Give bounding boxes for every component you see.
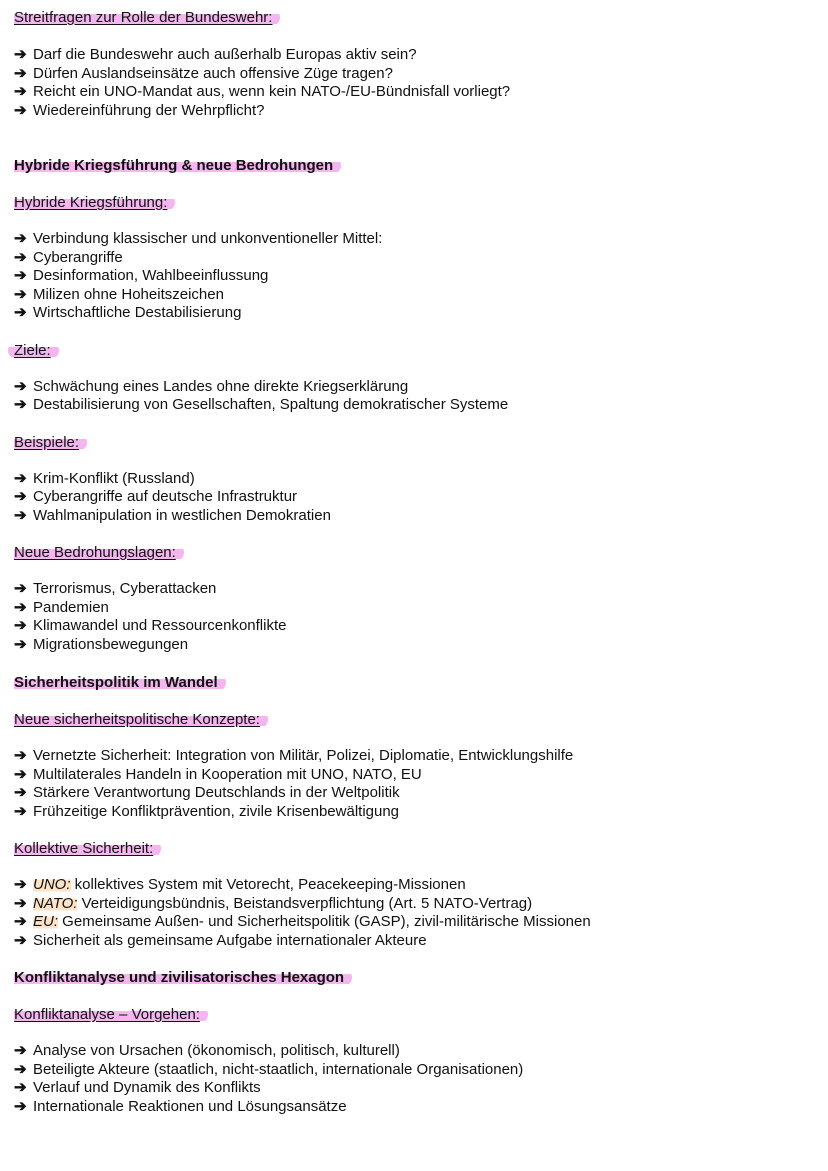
- heading-kollektive-sicherheit: Kollektive Sicherheit:: [14, 839, 814, 859]
- list-beispiele: [14, 470, 814, 526]
- list-hybride: [14, 230, 814, 323]
- list-item: ➔ Desinformation, Wahlbeeinflussung: [14, 267, 269, 284]
- arrow-icon: ➔: [14, 894, 27, 912]
- list-kollektive-sicherheit: [14, 876, 814, 950]
- heading-ziele: Ziele:: [14, 341, 814, 361]
- arrow-icon: ➔: [14, 802, 27, 820]
- list-item: ➔ Migrationsbewegungen: [14, 635, 189, 653]
- arrow-icon: ➔: [14, 580, 27, 597]
- heading-sicherheitspolitik-im-wandel: Sicherheitspolitik im Wandel: [14, 673, 814, 693]
- list-sicherheitspolitik: [14, 747, 814, 821]
- org-label-uno: UNO:: [33, 876, 71, 893]
- arrow-icon: ➔: [14, 64, 27, 82]
- arrow-icon: ➔: [14, 635, 27, 653]
- arrow-icon: ➔: [14, 230, 27, 247]
- list-item: ➔ Pandemien: [14, 598, 109, 616]
- list-item: ➔ Internationale Reaktionen und Lösungsansätze: [14, 1097, 347, 1115]
- list-item: ➔ Cyberangriffe auf deutsche Infrastruktur: [14, 488, 298, 505]
- list-item: ➔ Verlauf und Dynamik des Konflikts: [14, 1079, 261, 1096]
- arrow-icon: ➔: [14, 285, 27, 303]
- list-item: ➔ Schwächung eines Landes ohne direkte Kriegserklärung: [14, 377, 409, 395]
- subheading-sicherheitspolitische-konzepte: Neue sicherheitspolitische Konzepte:: [14, 710, 814, 730]
- list-item: ➔ Wahlmanipulation in westlichen Demokratien: [14, 506, 331, 524]
- arrow-icon: ➔: [14, 765, 27, 783]
- arrow-icon: ➔: [14, 931, 27, 949]
- list-item: ➔ Beteiligte Akteure (staatlich, nicht-staatlich, internationale Organisationen): [14, 1060, 524, 1078]
- arrow-icon: ➔: [14, 396, 27, 413]
- arrow-icon: ➔: [14, 377, 27, 395]
- list-item: ➔ Destabilisierung von Gesellschaften, Spaltung demokratischer Systeme: [14, 396, 509, 413]
- list-item: ➔ Wiedereinführung der Wehrpflicht?: [14, 101, 265, 119]
- list-item: ➔ Analyse von Ursachen (ökonomisch, politisch, kulturell): [14, 1042, 400, 1059]
- list-item: ➔ Wirtschaftliche Destabilisierung: [14, 304, 242, 321]
- arrow-icon: ➔: [14, 913, 27, 930]
- list-item: ➔ Darf die Bundeswehr auch außerhalb Europas aktiv sein?: [14, 46, 417, 63]
- subheading-hybride-kriegsfuehrung: Hybride Kriegsführung:: [14, 193, 814, 213]
- arrow-icon: ➔: [14, 784, 27, 801]
- org-label-eu: EU:: [33, 913, 59, 930]
- arrow-icon: ➔: [14, 506, 27, 524]
- arrow-icon: ➔: [14, 267, 27, 284]
- list-item: ➔ Verbindung klassischer und unkonventioneller Mittel:: [14, 230, 383, 247]
- arrow-icon: ➔: [14, 1097, 27, 1115]
- arrow-icon: ➔: [14, 876, 27, 893]
- list-item: ➔ Frühzeitige Konfliktprävention, zivile Krisenbewältigung: [14, 802, 400, 820]
- list-item: ➔ Reicht ein UNO-Mandat aus, wenn kein NATO-/EU-Bündnisfall vorliegt?: [14, 83, 511, 100]
- list-item: ➔ Stärkere Verantwortung Deutschlands in der Weltpolitik: [14, 784, 400, 801]
- list-item: ➔ Krim-Konflikt (Russland): [14, 469, 195, 487]
- list-konfliktanalyse: [14, 1042, 814, 1116]
- subheading-konfliktanalyse-vorgehen: Konfliktanalyse – Vorgehen:: [14, 1005, 814, 1025]
- arrow-icon: ➔: [14, 101, 27, 119]
- list-item: ➔ Dürfen Auslandseinsätze auch offensive Züge tragen?: [14, 64, 393, 82]
- org-label-nato: NATO:: [33, 894, 78, 912]
- arrow-icon: ➔: [14, 1042, 27, 1059]
- arrow-icon: ➔: [14, 304, 27, 321]
- heading-hybride-kriegsfuehrung: Hybride Kriegsführung & neue Bedrohungen: [14, 156, 814, 176]
- list-item: ➔ Klimawandel und Ressourcenkonflikte: [14, 617, 287, 634]
- list-item: ➔ Terrorismus, Cyberattacken: [14, 580, 217, 597]
- heading-streitfragen: Streitfragen zur Rolle der Bundeswehr:: [14, 8, 814, 28]
- list-item: ➔ Vernetzte Sicherheit: Integration von Militär, Polizei, Diplomatie, Entwicklungshilfe: [14, 747, 574, 764]
- list-bedrohungslagen: [14, 580, 814, 654]
- list-item: ➔ Sicherheit als gemeinsame Aufgabe internationaler Akteure: [14, 931, 427, 949]
- list-item: ➔ UNO: kollektives System mit Vetorecht, Peacekeeping-Missionen: [14, 876, 466, 893]
- list-item: ➔ EU: Gemeinsame Außen- und Sicherheitspolitik (GASP), zivil-militärische Missionen: [14, 913, 591, 930]
- list-item: ➔ Multilaterales Handeln in Kooperation mit UNO, NATO, EU: [14, 765, 422, 783]
- arrow-icon: ➔: [14, 598, 27, 616]
- heading-beispiele: Beispiele:: [14, 433, 814, 453]
- heading-neue-bedrohungslagen: Neue Bedrohungslagen:: [14, 543, 814, 563]
- heading-konfliktanalyse-hexagon: Konfliktanalyse und zivilisatorisches Hexagon: [14, 968, 814, 988]
- arrow-icon: ➔: [14, 1060, 27, 1078]
- arrow-icon: ➔: [14, 488, 27, 505]
- list-ziele: [14, 378, 814, 415]
- document-page: [14, 8, 814, 1116]
- arrow-icon: ➔: [14, 46, 27, 63]
- arrow-icon: ➔: [14, 617, 27, 634]
- list-item: ➔ Cyberangriffe: [14, 248, 123, 266]
- list-item: ➔ NATO: Verteidigungsbündnis, Beistandsverpflichtung (Art. 5 NATO-Vertrag): [14, 894, 533, 912]
- list-streitfragen: [14, 46, 814, 120]
- arrow-icon: ➔: [14, 469, 27, 487]
- arrow-icon: ➔: [14, 747, 27, 764]
- arrow-icon: ➔: [14, 83, 27, 100]
- list-item: ➔ Milizen ohne Hoheitszeichen: [14, 285, 224, 303]
- arrow-icon: ➔: [14, 248, 27, 266]
- arrow-icon: ➔: [14, 1079, 27, 1096]
